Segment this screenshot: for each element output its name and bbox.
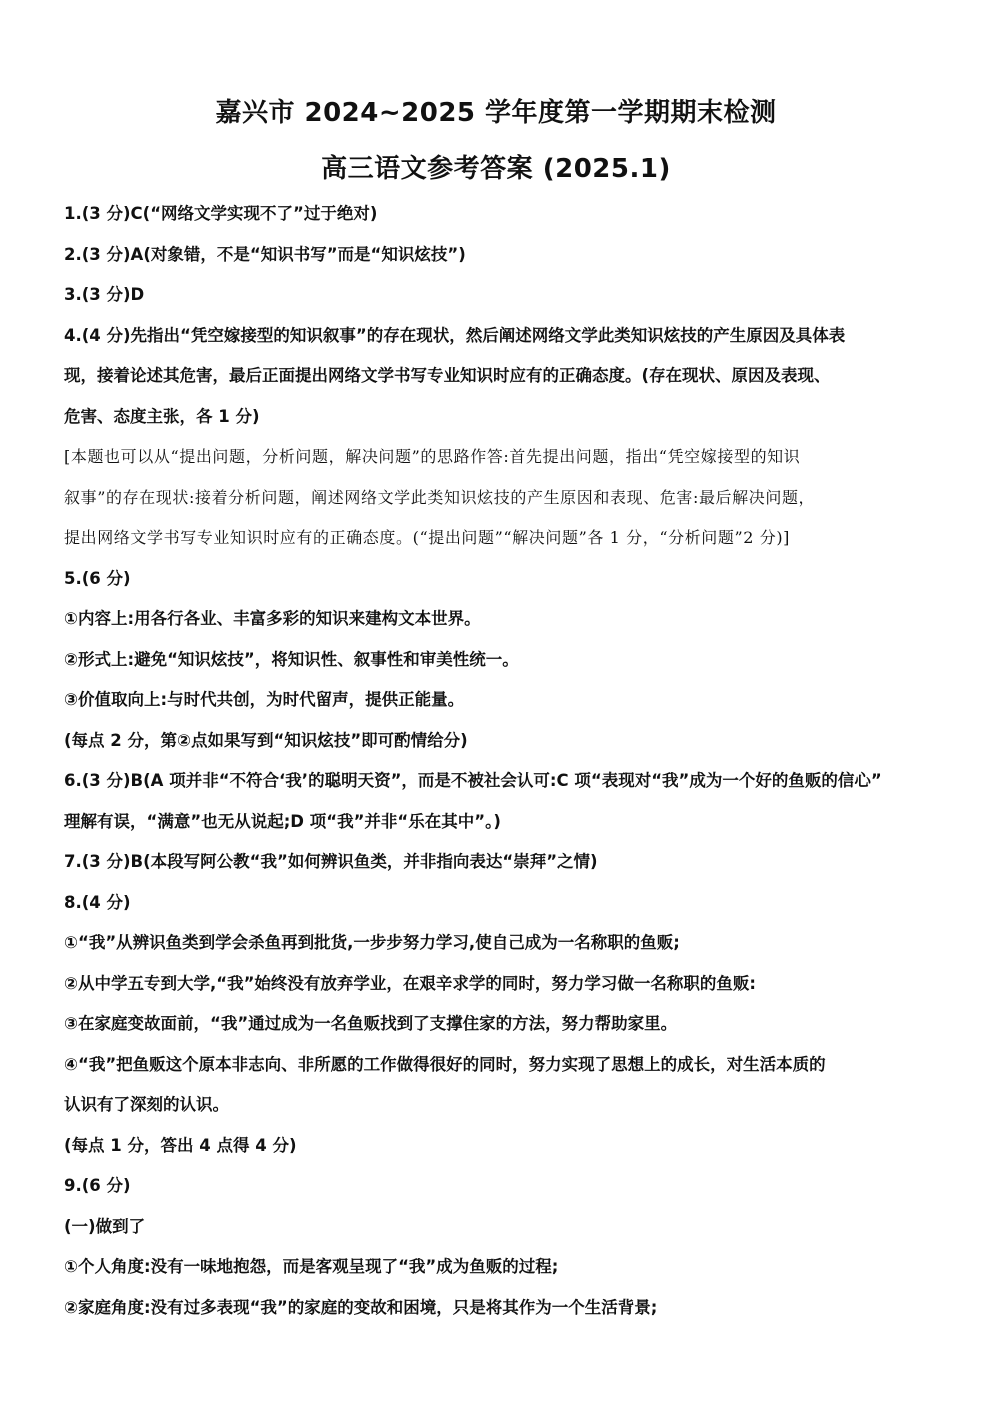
answer-line: (一)做到了: [64, 1216, 146, 1236]
document-subtitle: 高三语文参考答案 (2025.1): [321, 154, 671, 184]
answer-line: ②从中学五专到大学,“我”始终没有放弃学业，在艰辛求学的同时，努力学习做一名称职的鱼贩:: [64, 973, 757, 993]
answer-line: 7.(3 分)B(本段写阿公教“我”如何辨识鱼类，并非指向表达“崇拜”之情): [64, 852, 598, 871]
answer-line: ②形式上:避免“知识炫技”，将知识性、叙事性和审美性统一。: [64, 649, 519, 669]
answer-line: 3.(3 分)D: [64, 285, 145, 304]
answer-line: 8.(4 分): [64, 892, 131, 912]
answer-line: 5.(6 分): [64, 568, 131, 588]
answer-line: 理解有误，“满意”也无从说起;D 项“我”并非“乐在其中”。): [64, 811, 501, 831]
answer-line: (每点 1 分，答出 4 点得 4 分): [64, 1135, 297, 1155]
answer-line: (每点 2 分，第②点如果写到“知识炫技”即可酌情给分): [64, 730, 468, 750]
answer-line: 现，接着论述其危害，最后正面提出网络文学书写专业知识时应有的正确态度。(存在现状、原因及表现、: [64, 366, 831, 385]
answer-line: 危害、态度主张，各 1 分): [64, 406, 260, 426]
document-title: 嘉兴市 2024~2025 学年度第一学期期末检测: [215, 98, 777, 128]
answer-line: 9.(6 分): [64, 1176, 131, 1195]
answer-line: ③在家庭变故面前，“我”通过成为一名鱼贩找到了支撑住家的方法，努力帮助家里。: [64, 1014, 678, 1033]
scoring-note-line: 提出网络文学书写专业知识时应有的正确态度。(“提出问题”“解决问题”各 1 分，“分析问题”2 分)]: [64, 528, 791, 547]
answer-line: 1.(3 分)C(“网络文学实现不了”过于绝对): [64, 204, 378, 223]
answer-line: ①内容上:用各行各业、丰富多彩的知识来建构文本世界。: [64, 609, 481, 628]
answer-line: 4.(4 分)先指出“凭空嫁接型的知识叙事”的存在现状，然后阐述网络文学此类知识炫技的产生原因及具体表: [64, 325, 846, 345]
answer-line: ②家庭角度:没有过多表现“我”的家庭的变故和困境，只是将其作为一个生活背景;: [64, 1297, 658, 1317]
answer-line: ①“我”从辨识鱼类到学会杀鱼再到批货,一步步努力学习,使自己成为一名称职的鱼贩;: [64, 933, 680, 952]
answer-line: ④“我”把鱼贩这个原本非志向、非所愿的工作做得很好的同时，努力实现了思想上的成长，对生活本质的: [64, 1054, 826, 1074]
answer-line: 6.(3 分)B(A 项并非“不符合‘我’的聪明天资”，而是不被社会认可:C 项“表现对“我”成为一个好的鱼贩的信心”: [64, 771, 882, 790]
scoring-note-line: [本题也可以从“提出问题，分析问题，解决问题”的思路作答:首先提出问题，指出“凭空嫁接型的知识: [64, 447, 801, 466]
answer-content: [64, 194, 924, 1328]
scoring-note-line: 叙事”的存在现状:接着分析问题，阐述网络文学此类知识炫技的产生原因和表现、危害:最后解决问题，: [64, 487, 816, 507]
answer-line: 认识有了深刻的认识。: [64, 1095, 229, 1114]
answer-line: ①个人角度:没有一味地抱怨，而是客观呈现了“我”成为鱼贩的过程;: [64, 1257, 559, 1276]
answer-line: 2.(3 分)A(对象错，不是“知识书写”而是“知识炫技”): [64, 244, 466, 264]
answer-line: ③价值取向上:与时代共创，为时代留声，提供正能量。: [64, 690, 465, 709]
